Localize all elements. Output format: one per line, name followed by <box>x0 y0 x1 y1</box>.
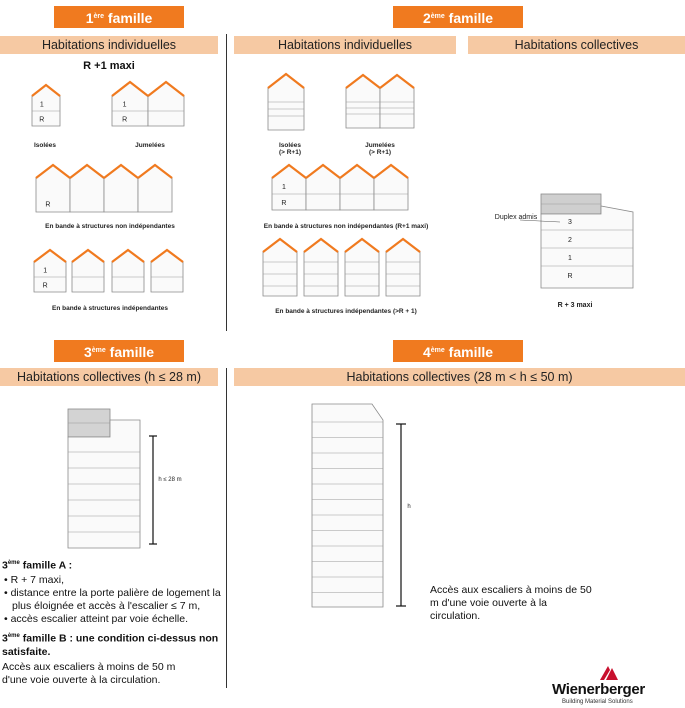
floor-label: R <box>122 116 128 124</box>
house-wall <box>138 165 172 212</box>
house-wall <box>151 250 183 292</box>
house <box>104 165 138 212</box>
f4-access-text: Accès aux escaliers à moins de 50 m d'une voie ouverte à la circulation. <box>430 584 592 622</box>
f4-band: Habitations collectives (28 m < h ≤ 50 m) <box>234 368 685 386</box>
floor-label: 3 <box>568 219 572 226</box>
f2-rmax-label: R + 3 maxi <box>557 302 593 309</box>
f4-building <box>0 0 1 1</box>
f2-jumelees-label: Jumelées (> R+1) <box>365 142 395 156</box>
famille-1-tag: 1ère famille <box>54 6 184 28</box>
house <box>306 165 340 210</box>
house <box>32 85 60 126</box>
f1-indep-label: En bande à structures indépendantes <box>52 305 168 312</box>
house-wall <box>374 165 408 210</box>
house <box>263 239 297 296</box>
house <box>386 239 420 296</box>
house <box>112 250 144 292</box>
floor-label: 1 <box>281 184 286 191</box>
floor-label: R <box>567 273 573 280</box>
brand-name: Wienerberger <box>552 681 645 698</box>
floor-label: 1 <box>39 101 44 109</box>
f3-a-item-2: • distance entre la porte palière de logement la plus éloignée et accès à l'escalier ≤ 7 m, <box>4 587 221 612</box>
famille-3-tag: 3ème famille <box>54 340 184 362</box>
house-wall <box>272 165 306 210</box>
house <box>304 239 338 296</box>
wienerberger-logo-icon <box>598 662 620 682</box>
f2-band-individuelles: Habitations individuelles <box>234 36 456 54</box>
house <box>70 165 104 212</box>
f4-h-label: h <box>407 504 411 510</box>
floor-label: 1 <box>43 267 48 275</box>
house <box>138 165 172 212</box>
house <box>148 82 184 126</box>
house <box>345 239 379 296</box>
famille-4-tag: 4ème famille <box>393 340 523 362</box>
floor-label: R <box>45 201 51 209</box>
f3-a-title: 3ème famille A : <box>2 559 73 572</box>
house <box>34 250 66 292</box>
house <box>272 165 306 210</box>
f3-a-item-1: • R + 7 maxi, <box>4 574 64 586</box>
f1-jumelees-label: Jumelées <box>135 142 165 149</box>
house-wall <box>32 85 60 126</box>
f3-band: Habitations collectives (h ≤ 28 m) <box>0 368 218 386</box>
house-wall <box>104 165 138 212</box>
famille-2-tag: 2ème famille <box>393 6 523 28</box>
brand-tagline: Building Material Solutions <box>562 699 633 705</box>
house <box>72 250 104 292</box>
house-wall <box>112 82 148 126</box>
f2-band-collectives: Habitations collectives <box>468 36 685 54</box>
house <box>112 82 148 126</box>
house-wall <box>306 165 340 210</box>
floor-label: 2 <box>568 237 572 244</box>
floor-label: R <box>42 282 48 290</box>
building-body <box>312 404 383 607</box>
house-wall <box>70 165 104 212</box>
f3-b-title: 3ème famille B : une condition ci-dessus non satisfaite. <box>2 632 219 658</box>
house-wall <box>112 250 144 292</box>
duplex-label: Duplex admis <box>494 214 538 221</box>
f2-isolees-label: Isolées (> R+1) <box>278 142 302 156</box>
house <box>340 165 374 210</box>
f2-non-indep-label: En bande à structures non indépendantes (R+1 maxi) <box>263 223 429 230</box>
house <box>151 250 183 292</box>
f3-h-label: h ≤ 28 m <box>158 477 182 483</box>
house <box>36 165 70 212</box>
building-body <box>541 206 633 288</box>
house-wall <box>36 165 70 212</box>
floor-label: 1 <box>568 255 572 262</box>
f3-a-item-3: • accès escalier atteint par voie échelle. <box>4 613 189 625</box>
f1-band: Habitations individuelles <box>0 36 218 54</box>
floor-label: R <box>39 116 45 124</box>
f3-access-text: Accès aux escaliers à moins de 50 m d'une voie ouverte à la circulation. <box>2 661 176 686</box>
house-wall <box>148 82 184 126</box>
house-wall <box>72 250 104 292</box>
house <box>380 75 414 128</box>
separator-bottom <box>226 368 227 688</box>
floor-label: R <box>281 200 287 207</box>
house <box>346 75 380 128</box>
f1-subtitle: R +1 maxi <box>83 60 135 72</box>
f2-indep-label: En bande à structures indépendantes (>R + 1) <box>275 308 417 315</box>
f1-non-indep-label: En bande à structures non indépendantes <box>45 223 175 230</box>
house-wall <box>34 250 66 292</box>
f1-isolees-label: Isolées <box>33 142 57 149</box>
separator-top <box>226 34 227 331</box>
floor-label: 1 <box>122 101 127 109</box>
house-wall <box>340 165 374 210</box>
house <box>374 165 408 210</box>
